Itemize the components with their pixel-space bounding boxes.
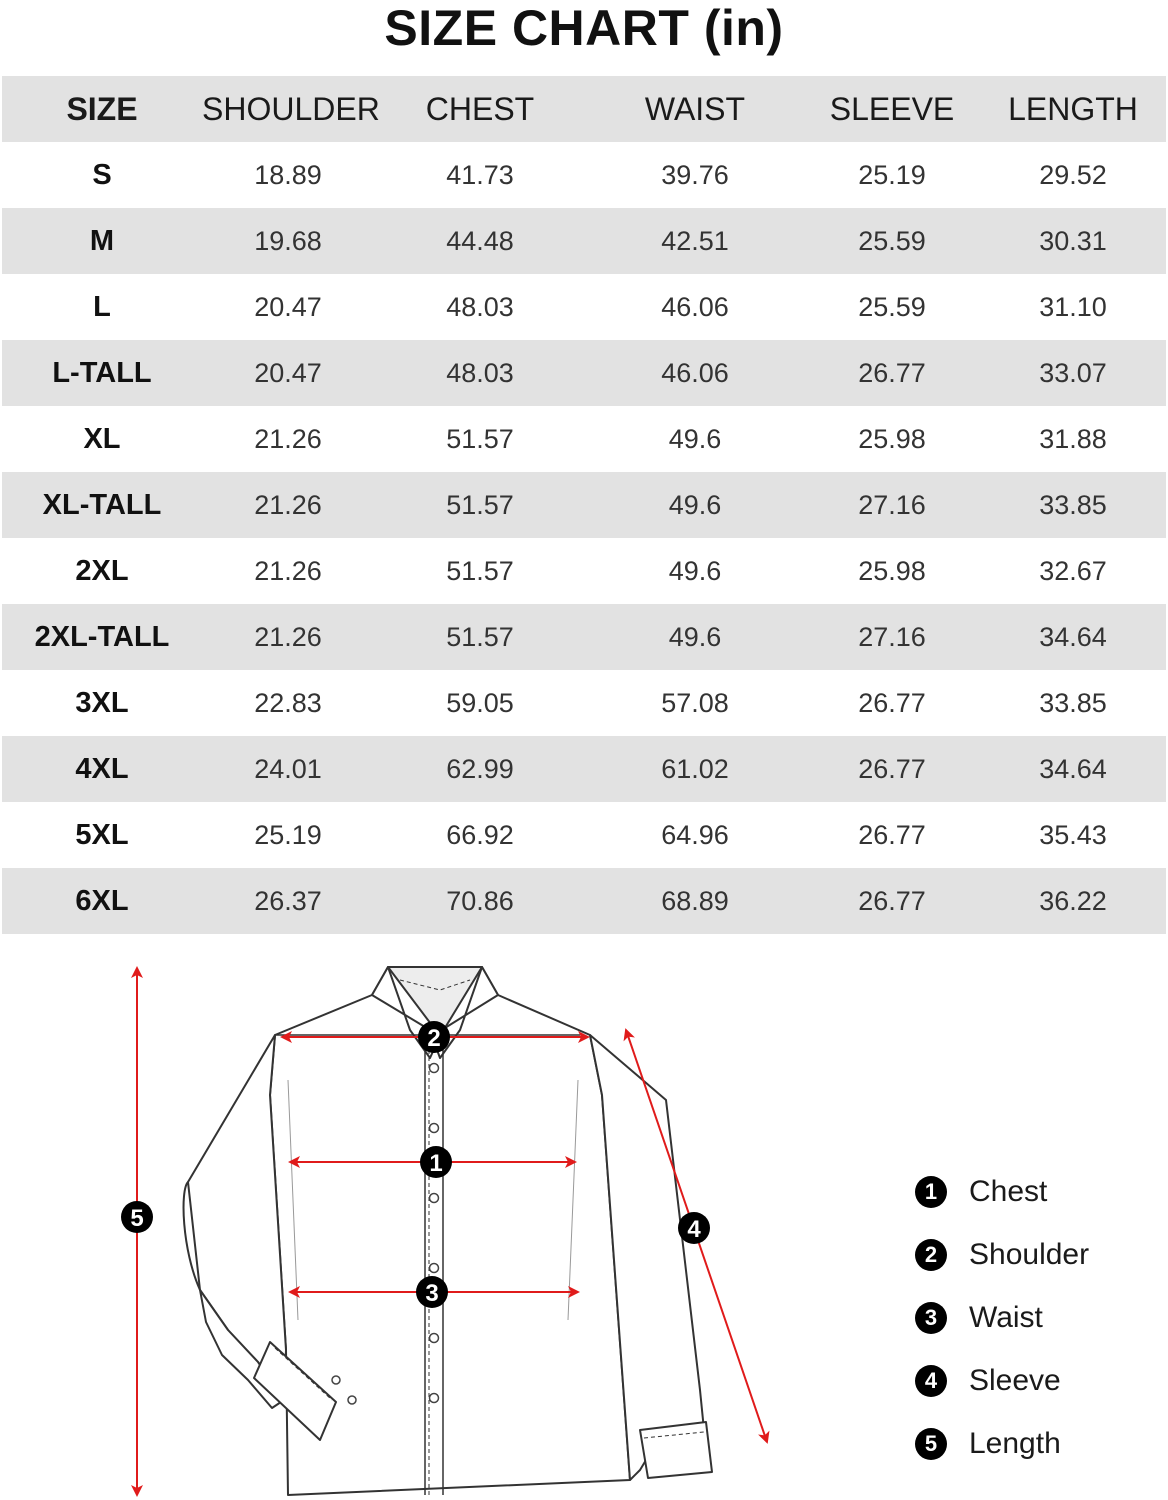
legend-label: Chest bbox=[969, 1174, 1048, 1208]
cell-length: 34.64 bbox=[1039, 753, 1107, 784]
legend-number: 3 bbox=[915, 1302, 947, 1334]
marker-length bbox=[121, 1201, 153, 1233]
legend-number: 4 bbox=[915, 1365, 947, 1397]
cell-size: XL-TALL bbox=[42, 488, 162, 521]
cell-sleeve: 25.19 bbox=[858, 159, 926, 190]
cell-size: M bbox=[89, 224, 115, 257]
cell-size: 2XL-TALL bbox=[34, 620, 170, 653]
legend-number: 2 bbox=[915, 1239, 947, 1271]
cell-length: 31.88 bbox=[1039, 423, 1107, 454]
cell-sleeve: 25.98 bbox=[858, 423, 926, 454]
table-row bbox=[2, 604, 1166, 670]
cell-size: L-TALL bbox=[52, 356, 152, 389]
header-size: SIZE bbox=[66, 90, 138, 127]
cell-sleeve: 26.77 bbox=[858, 753, 926, 784]
cell-shoulder: 25.19 bbox=[254, 819, 322, 850]
cell-size: 2XL bbox=[75, 554, 129, 587]
legend-number: 5 bbox=[915, 1428, 947, 1460]
table-row bbox=[2, 538, 1166, 604]
table-row bbox=[2, 340, 1166, 406]
legend-item-sleeve bbox=[915, 1349, 1155, 1412]
cell-shoulder: 21.26 bbox=[254, 621, 322, 652]
cell-shoulder: 21.26 bbox=[254, 555, 322, 586]
legend-number: 1 bbox=[915, 1176, 947, 1208]
cell-shoulder: 18.89 bbox=[254, 159, 322, 190]
svg-text:1: 1 bbox=[429, 1150, 443, 1177]
cell-shoulder: 20.47 bbox=[254, 357, 322, 388]
cell-length: 33.07 bbox=[1039, 357, 1107, 388]
cell-length: 34.64 bbox=[1039, 621, 1107, 652]
cell-size: 3XL bbox=[75, 686, 129, 719]
cell-sleeve: 26.77 bbox=[858, 687, 926, 718]
cell-length: 33.85 bbox=[1039, 489, 1107, 520]
table-header-row bbox=[2, 76, 1166, 142]
cell-sleeve: 25.59 bbox=[858, 225, 926, 256]
cell-chest: 51.57 bbox=[446, 423, 514, 454]
cell-waist: 61.02 bbox=[661, 753, 729, 784]
cell-chest: 48.03 bbox=[446, 291, 514, 322]
svg-text:5: 5 bbox=[130, 1205, 144, 1232]
table-row bbox=[2, 142, 1166, 208]
cell-sleeve: 26.77 bbox=[858, 885, 926, 916]
cell-sleeve: 25.98 bbox=[858, 555, 926, 586]
cell-shoulder: 21.26 bbox=[254, 489, 322, 520]
legend-item-waist bbox=[915, 1286, 1155, 1349]
header-chest: CHEST bbox=[425, 90, 535, 127]
cell-length: 36.22 bbox=[1039, 885, 1107, 916]
cell-waist: 42.51 bbox=[661, 225, 729, 256]
marker-shoulder bbox=[418, 1021, 450, 1053]
cell-chest: 51.57 bbox=[446, 621, 514, 652]
cell-waist: 68.89 bbox=[661, 885, 729, 916]
cell-chest: 51.57 bbox=[446, 555, 514, 586]
cell-length: 35.43 bbox=[1039, 819, 1107, 850]
legend-label: Length bbox=[969, 1426, 1061, 1460]
cell-length: 33.85 bbox=[1039, 687, 1107, 718]
cell-shoulder: 21.26 bbox=[254, 423, 322, 454]
cell-waist: 46.06 bbox=[661, 291, 729, 322]
svg-text:3: 3 bbox=[425, 1280, 439, 1307]
table-row bbox=[2, 802, 1166, 868]
cell-shoulder: 22.83 bbox=[254, 687, 322, 718]
cell-waist: 39.76 bbox=[661, 159, 729, 190]
cell-waist: 49.6 bbox=[668, 423, 722, 454]
table-row bbox=[2, 208, 1166, 274]
cell-waist: 49.6 bbox=[668, 555, 722, 586]
cell-waist: 49.6 bbox=[668, 489, 722, 520]
header-length: LENGTH bbox=[1008, 90, 1138, 127]
cell-chest: 48.03 bbox=[446, 357, 514, 388]
table-row bbox=[2, 406, 1166, 472]
cell-waist: 46.06 bbox=[661, 357, 729, 388]
cell-chest: 51.57 bbox=[446, 489, 514, 520]
cell-shoulder: 20.47 bbox=[254, 291, 322, 322]
cell-size: 6XL bbox=[75, 884, 129, 917]
cell-sleeve: 27.16 bbox=[858, 621, 926, 652]
legend-item-length bbox=[915, 1412, 1155, 1475]
cell-length: 30.31 bbox=[1039, 225, 1107, 256]
cell-length: 32.67 bbox=[1039, 555, 1107, 586]
cell-chest: 59.05 bbox=[446, 687, 514, 718]
table-body bbox=[2, 142, 1166, 934]
cell-size: L bbox=[93, 290, 111, 323]
table-row bbox=[2, 868, 1166, 934]
table-row bbox=[2, 736, 1166, 802]
table-row bbox=[2, 472, 1166, 538]
cell-sleeve: 27.16 bbox=[858, 489, 926, 520]
cell-shoulder: 24.01 bbox=[254, 753, 322, 784]
cell-length: 29.52 bbox=[1039, 159, 1107, 190]
cell-sleeve: 26.77 bbox=[858, 819, 926, 850]
table-row bbox=[2, 274, 1166, 340]
cell-chest: 44.48 bbox=[446, 225, 514, 256]
marker-waist bbox=[416, 1276, 448, 1308]
legend-label: Sleeve bbox=[969, 1363, 1061, 1397]
header-waist: WAIST bbox=[644, 90, 746, 127]
cell-chest: 62.99 bbox=[446, 753, 514, 784]
table-row bbox=[2, 670, 1166, 736]
cell-chest: 70.86 bbox=[446, 885, 514, 916]
marker-chest bbox=[420, 1146, 452, 1178]
shirt-outline bbox=[184, 967, 712, 1495]
cell-waist: 64.96 bbox=[661, 819, 729, 850]
cell-chest: 41.73 bbox=[446, 159, 514, 190]
measurement-legend bbox=[915, 1160, 1155, 1475]
cell-length: 31.10 bbox=[1039, 291, 1107, 322]
legend-label: Shoulder bbox=[969, 1237, 1090, 1271]
cell-sleeve: 26.77 bbox=[858, 357, 926, 388]
svg-text:4: 4 bbox=[687, 1216, 701, 1243]
legend-item-chest bbox=[915, 1160, 1155, 1223]
cell-chest: 66.92 bbox=[446, 819, 514, 850]
cell-waist: 49.6 bbox=[668, 621, 722, 652]
cell-shoulder: 26.37 bbox=[254, 885, 322, 916]
header-shoulder: SHOULDER bbox=[202, 90, 380, 127]
cell-size: 5XL bbox=[75, 818, 129, 851]
legend-item-shoulder bbox=[915, 1223, 1155, 1286]
cell-size: S bbox=[92, 158, 112, 191]
shirt-measurement-diagram bbox=[110, 950, 810, 1500]
cell-shoulder: 19.68 bbox=[254, 225, 322, 256]
cell-sleeve: 25.59 bbox=[858, 291, 926, 322]
cell-waist: 57.08 bbox=[661, 687, 729, 718]
size-chart-table bbox=[2, 76, 1166, 934]
page-title: SIZE CHART (in) bbox=[384, 0, 784, 56]
header-sleeve: SLEEVE bbox=[829, 90, 955, 127]
marker-sleeve bbox=[678, 1212, 710, 1244]
svg-text:2: 2 bbox=[427, 1025, 441, 1052]
cell-size: 4XL bbox=[75, 752, 129, 785]
legend-label: Waist bbox=[969, 1300, 1043, 1334]
cell-size: XL bbox=[83, 422, 121, 455]
